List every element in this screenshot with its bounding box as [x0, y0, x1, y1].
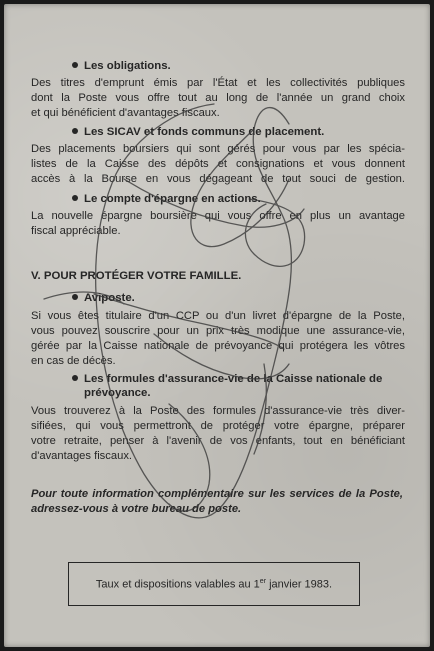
- formules-line-1: Vous trouverez à la Poste des formules d'assurance-vie très diver-: [31, 405, 405, 417]
- bullet-icon: [72, 375, 78, 381]
- obligations-line-1: Des titres d'emprunt émis par l'État et les collectivités publiques: [31, 77, 405, 89]
- sicav-line-3: accès à la Bourse en vous dégageant de tout souci de gestion.: [31, 173, 405, 185]
- info-line-1: Pour toute information complémentaire sur les services de la Poste,: [31, 488, 403, 500]
- bullet-icon: [72, 62, 78, 68]
- heading-sicav: Les SICAV et fonds communs de placement.: [72, 126, 324, 138]
- formules-line-3: votre retraite, penser à l'avenir de vos enfants, tout en bénéficiant: [31, 435, 405, 447]
- validity-notice-box: [68, 562, 360, 606]
- heading-aviposte: Aviposte.: [72, 292, 135, 304]
- bullet-icon: [72, 294, 78, 300]
- heading-obligations: Les obligations.: [72, 60, 171, 72]
- aviposte-line-1: Si vous êtes titulaire d'un CCP ou d'un livret d'épargne de la Poste,: [31, 310, 405, 322]
- aviposte-line-3: gérée par la Caisse nationale de prévoyance qui protégera les vôtres: [31, 340, 405, 352]
- obligations-line-3: et qui bénéficient d'avantages fiscaux.: [31, 107, 220, 119]
- compte-line-2: fiscal appréciable.: [31, 225, 121, 237]
- formules-line-4: d'avantages fiscaux.: [31, 450, 133, 462]
- heading-section-v: V. POUR PROTÉGER VOTRE FAMILLE.: [31, 270, 242, 282]
- aviposte-line-4: en cas de décès.: [31, 355, 116, 367]
- heading-formules: Les formules d'assurance-vie de la Caisse nationale de: [72, 373, 382, 385]
- obligations-line-2: dont la Poste vous offre tout au long de l'année un grand choix: [31, 92, 405, 104]
- bullet-icon: [72, 195, 78, 201]
- bullet-icon: [72, 128, 78, 134]
- aviposte-line-2: vous pouvez souscrire pour un prix très modique une assurance-vie,: [31, 325, 405, 337]
- document-page: [4, 4, 430, 647]
- compte-line-1: La nouvelle épargne boursière qui vous offre en plus un avantage: [31, 210, 405, 222]
- sicav-line-2: listes de la Caisse des dépôts et consignations et vous donnent: [31, 158, 405, 170]
- info-line-2: adressez-vous à votre bureau de poste.: [31, 503, 242, 515]
- heading-formules-cont: prévoyance.: [84, 387, 151, 399]
- heading-compte-epargne: Le compte d'épargne en actions.: [72, 193, 261, 205]
- sicav-line-1: Des placements boursiers qui sont gérés pour vous par les spécia-: [31, 143, 405, 155]
- formules-line-2: sifiées, qui vous permettront de protéger votre épargne, préparer: [31, 420, 405, 432]
- validity-notice-text: Taux et dispositions valables au 1er janvier 1983.: [95, 577, 333, 591]
